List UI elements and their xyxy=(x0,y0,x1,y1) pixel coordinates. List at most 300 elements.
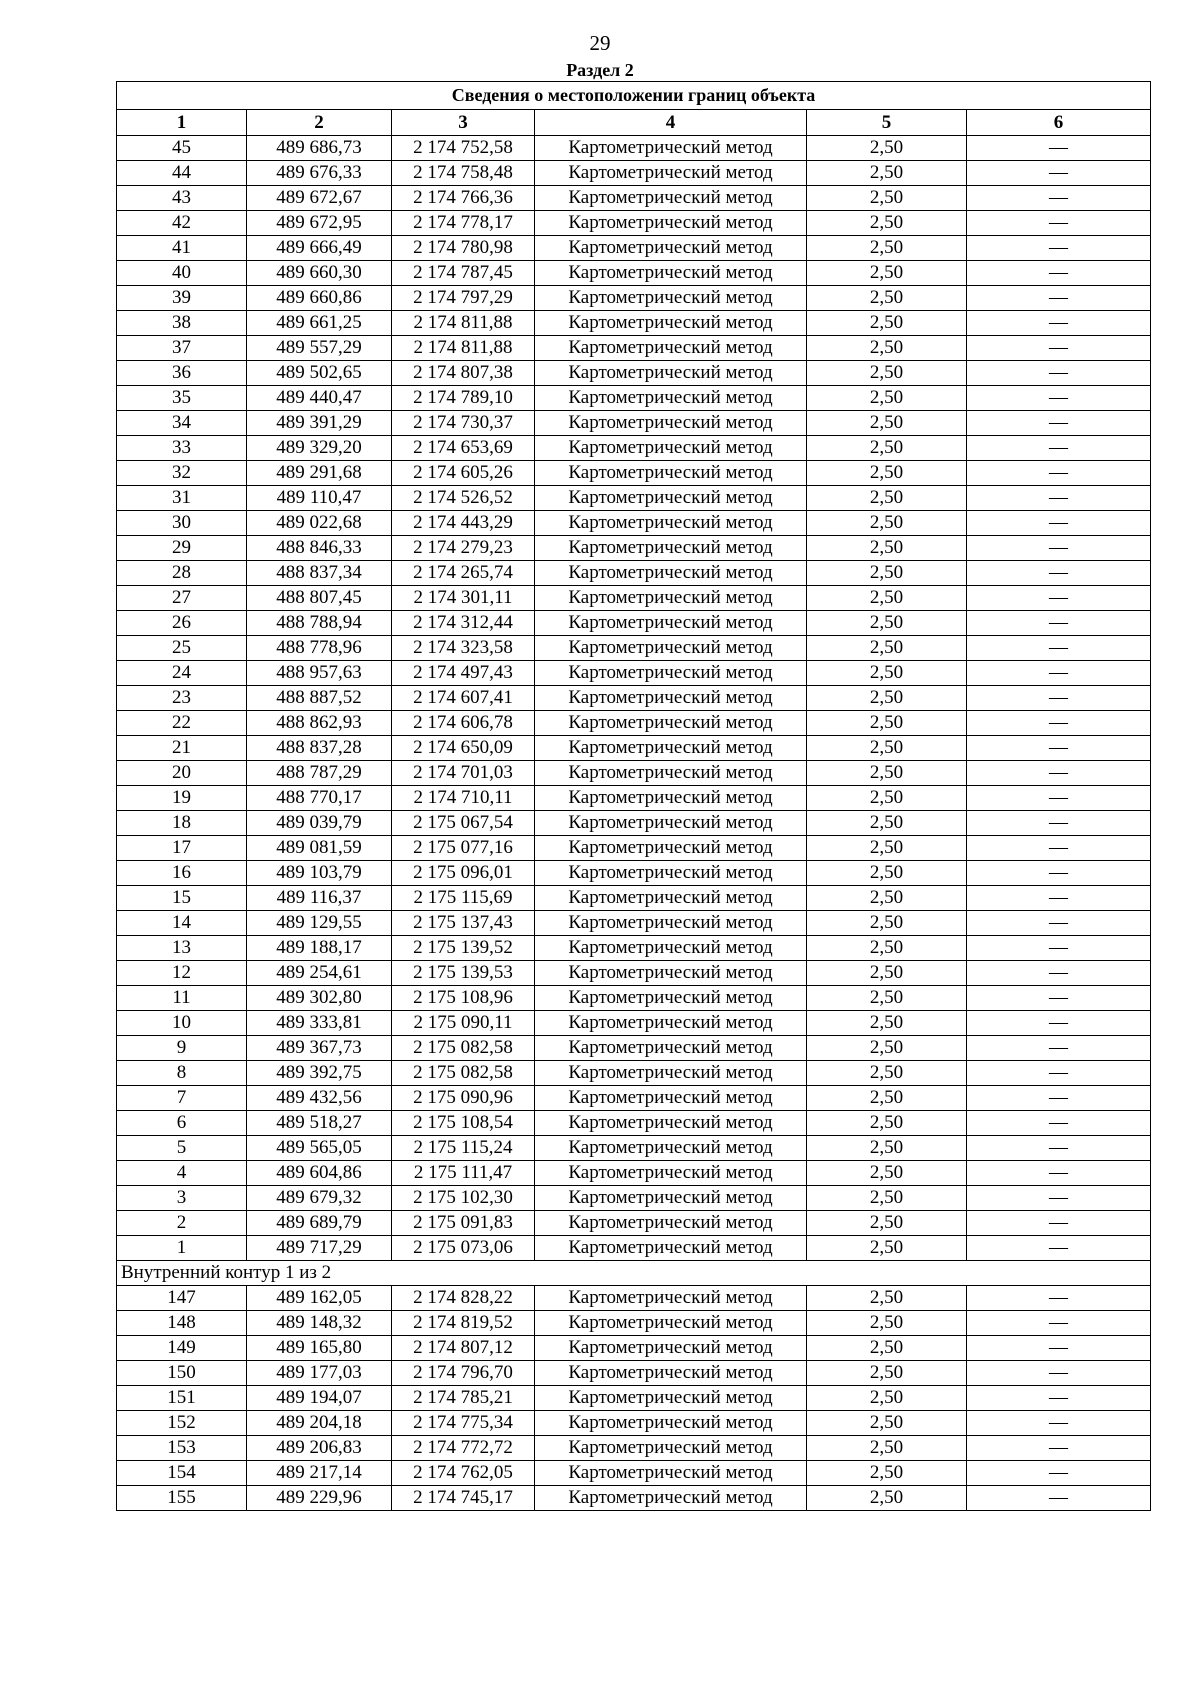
method-cell: Картометрический метод xyxy=(535,761,807,786)
description-cell: — xyxy=(967,386,1151,411)
accuracy-cell: 2,50 xyxy=(807,1086,967,1111)
column-header: 1 xyxy=(117,110,247,136)
accuracy-cell: 2,50 xyxy=(807,961,967,986)
y-coordinate-cell: 2 174 650,09 xyxy=(392,736,535,761)
method-cell: Картометрический метод xyxy=(535,1486,807,1511)
x-coordinate-cell: 488 887,52 xyxy=(247,686,392,711)
description-cell: — xyxy=(967,836,1151,861)
y-coordinate-cell: 2 175 067,54 xyxy=(392,811,535,836)
y-coordinate-cell: 2 174 796,70 xyxy=(392,1361,535,1386)
x-coordinate-cell: 489 432,56 xyxy=(247,1086,392,1111)
method-cell: Картометрический метод xyxy=(535,961,807,986)
table-row xyxy=(117,1336,1151,1361)
y-coordinate-cell: 2 175 115,24 xyxy=(392,1136,535,1161)
y-coordinate-cell: 2 174 785,21 xyxy=(392,1386,535,1411)
table-row xyxy=(117,311,1151,336)
description-cell: — xyxy=(967,786,1151,811)
x-coordinate-cell: 488 862,93 xyxy=(247,711,392,736)
y-coordinate-cell: 2 175 139,52 xyxy=(392,936,535,961)
description-cell: — xyxy=(967,436,1151,461)
x-coordinate-cell: 489 661,25 xyxy=(247,311,392,336)
y-coordinate-cell: 2 174 653,69 xyxy=(392,436,535,461)
point-number-cell: 27 xyxy=(117,586,247,611)
point-number-cell: 18 xyxy=(117,811,247,836)
table-row xyxy=(117,1436,1151,1461)
y-coordinate-cell: 2 175 108,96 xyxy=(392,986,535,1011)
point-number-cell: 155 xyxy=(117,1486,247,1511)
y-coordinate-cell: 2 174 772,72 xyxy=(392,1436,535,1461)
table-row xyxy=(117,411,1151,436)
table-row xyxy=(117,986,1151,1011)
y-coordinate-cell: 2 174 758,48 xyxy=(392,161,535,186)
y-coordinate-cell: 2 174 605,26 xyxy=(392,461,535,486)
point-number-cell: 5 xyxy=(117,1136,247,1161)
accuracy-cell: 2,50 xyxy=(807,236,967,261)
description-cell: — xyxy=(967,936,1151,961)
description-cell: — xyxy=(967,486,1151,511)
accuracy-cell: 2,50 xyxy=(807,861,967,886)
table-row xyxy=(117,811,1151,836)
description-cell: — xyxy=(967,236,1151,261)
y-coordinate-cell: 2 174 323,58 xyxy=(392,636,535,661)
description-cell: — xyxy=(967,1136,1151,1161)
x-coordinate-cell: 489 392,75 xyxy=(247,1061,392,1086)
table-row xyxy=(117,1111,1151,1136)
point-number-cell: 33 xyxy=(117,436,247,461)
y-coordinate-cell: 2 174 265,74 xyxy=(392,561,535,586)
x-coordinate-cell: 489 177,03 xyxy=(247,1361,392,1386)
x-coordinate-cell: 489 367,73 xyxy=(247,1036,392,1061)
y-coordinate-cell: 2 174 775,34 xyxy=(392,1411,535,1436)
description-cell: — xyxy=(967,286,1151,311)
accuracy-cell: 2,50 xyxy=(807,1236,967,1261)
method-cell: Картометрический метод xyxy=(535,1186,807,1211)
x-coordinate-cell: 489 502,65 xyxy=(247,361,392,386)
table-row xyxy=(117,1486,1151,1511)
point-number-cell: 8 xyxy=(117,1061,247,1086)
table-row xyxy=(117,1011,1151,1036)
accuracy-cell: 2,50 xyxy=(807,661,967,686)
method-cell: Картометрический метод xyxy=(535,436,807,461)
description-cell: — xyxy=(967,1336,1151,1361)
x-coordinate-cell: 489 672,95 xyxy=(247,211,392,236)
method-cell: Картометрический метод xyxy=(535,186,807,211)
point-number-cell: 6 xyxy=(117,1111,247,1136)
x-coordinate-cell: 489 165,80 xyxy=(247,1336,392,1361)
x-coordinate-cell: 489 666,49 xyxy=(247,236,392,261)
point-number-cell: 149 xyxy=(117,1336,247,1361)
method-cell: Картометрический метод xyxy=(535,861,807,886)
accuracy-cell: 2,50 xyxy=(807,636,967,661)
table-row xyxy=(117,911,1151,936)
x-coordinate-cell: 489 162,05 xyxy=(247,1286,392,1311)
y-coordinate-cell: 2 174 497,43 xyxy=(392,661,535,686)
point-number-cell: 154 xyxy=(117,1461,247,1486)
x-coordinate-cell: 489 660,30 xyxy=(247,261,392,286)
x-coordinate-cell: 489 103,79 xyxy=(247,861,392,886)
y-coordinate-cell: 2 174 797,29 xyxy=(392,286,535,311)
y-coordinate-cell: 2 174 301,11 xyxy=(392,586,535,611)
table-row xyxy=(117,536,1151,561)
method-cell: Картометрический метод xyxy=(535,1461,807,1486)
accuracy-cell: 2,50 xyxy=(807,1461,967,1486)
point-number-cell: 28 xyxy=(117,561,247,586)
accuracy-cell: 2,50 xyxy=(807,611,967,636)
description-cell: — xyxy=(967,136,1151,161)
table-row xyxy=(117,761,1151,786)
x-coordinate-cell: 489 391,29 xyxy=(247,411,392,436)
method-cell: Картометрический метод xyxy=(535,661,807,686)
table-row xyxy=(117,1286,1151,1311)
table-row xyxy=(117,736,1151,761)
y-coordinate-cell: 2 174 807,12 xyxy=(392,1336,535,1361)
method-cell: Картометрический метод xyxy=(535,1086,807,1111)
accuracy-cell: 2,50 xyxy=(807,986,967,1011)
table-row xyxy=(117,1311,1151,1336)
point-number-cell: 42 xyxy=(117,211,247,236)
accuracy-cell: 2,50 xyxy=(807,561,967,586)
table-row xyxy=(117,1386,1151,1411)
method-cell: Картометрический метод xyxy=(535,686,807,711)
y-coordinate-cell: 2 174 312,44 xyxy=(392,611,535,636)
description-cell: — xyxy=(967,261,1151,286)
inner-contour-section xyxy=(117,1261,1151,1286)
x-coordinate-cell: 489 022,68 xyxy=(247,511,392,536)
column-header: 2 xyxy=(247,110,392,136)
method-cell: Картометрический метод xyxy=(535,1311,807,1336)
point-number-cell: 29 xyxy=(117,536,247,561)
accuracy-cell: 2,50 xyxy=(807,1136,967,1161)
x-coordinate-cell: 489 110,47 xyxy=(247,486,392,511)
description-cell: — xyxy=(967,161,1151,186)
point-number-cell: 152 xyxy=(117,1411,247,1436)
accuracy-cell: 2,50 xyxy=(807,711,967,736)
point-number-cell: 151 xyxy=(117,1386,247,1411)
accuracy-cell: 2,50 xyxy=(807,1061,967,1086)
method-cell: Картометрический метод xyxy=(535,536,807,561)
accuracy-cell: 2,50 xyxy=(807,536,967,561)
method-cell: Картометрический метод xyxy=(535,1236,807,1261)
y-coordinate-cell: 2 175 102,30 xyxy=(392,1186,535,1211)
outer-contour-rows xyxy=(117,136,1151,1261)
point-number-cell: 153 xyxy=(117,1436,247,1461)
method-cell: Картометрический метод xyxy=(535,1286,807,1311)
description-cell: — xyxy=(967,586,1151,611)
accuracy-cell: 2,50 xyxy=(807,411,967,436)
table-row xyxy=(117,261,1151,286)
method-cell: Картометрический метод xyxy=(535,1361,807,1386)
point-number-cell: 16 xyxy=(117,861,247,886)
method-cell: Картометрический метод xyxy=(535,336,807,361)
x-coordinate-cell: 489 039,79 xyxy=(247,811,392,836)
y-coordinate-cell: 2 174 526,52 xyxy=(392,486,535,511)
accuracy-cell: 2,50 xyxy=(807,1486,967,1511)
x-coordinate-cell: 489 660,86 xyxy=(247,286,392,311)
accuracy-cell: 2,50 xyxy=(807,836,967,861)
method-cell: Картометрический метод xyxy=(535,636,807,661)
accuracy-cell: 2,50 xyxy=(807,1211,967,1236)
y-coordinate-cell: 2 174 811,88 xyxy=(392,311,535,336)
x-coordinate-cell: 489 717,29 xyxy=(247,1236,392,1261)
y-coordinate-cell: 2 175 115,69 xyxy=(392,886,535,911)
y-coordinate-cell: 2 174 828,22 xyxy=(392,1286,535,1311)
description-cell: — xyxy=(967,611,1151,636)
table-row xyxy=(117,861,1151,886)
y-coordinate-cell: 2 174 701,03 xyxy=(392,761,535,786)
x-coordinate-cell: 489 204,18 xyxy=(247,1411,392,1436)
table-row xyxy=(117,436,1151,461)
section-title: Раздел 2 xyxy=(566,60,634,80)
point-number-cell: 19 xyxy=(117,786,247,811)
y-coordinate-cell: 2 174 787,45 xyxy=(392,261,535,286)
description-cell: — xyxy=(967,1461,1151,1486)
point-number-cell: 13 xyxy=(117,936,247,961)
method-cell: Картометрический метод xyxy=(535,586,807,611)
point-number-cell: 38 xyxy=(117,311,247,336)
table-row xyxy=(117,361,1151,386)
inner-contour-rows xyxy=(117,1286,1151,1511)
x-coordinate-cell: 489 129,55 xyxy=(247,911,392,936)
point-number-cell: 25 xyxy=(117,636,247,661)
point-number-cell: 148 xyxy=(117,1311,247,1336)
method-cell: Картометрический метод xyxy=(535,886,807,911)
y-coordinate-cell: 2 174 752,58 xyxy=(392,136,535,161)
y-coordinate-cell: 2 174 762,05 xyxy=(392,1461,535,1486)
description-cell: — xyxy=(967,1061,1151,1086)
method-cell: Картометрический метод xyxy=(535,1036,807,1061)
y-coordinate-cell: 2 174 780,98 xyxy=(392,236,535,261)
point-number-cell: 40 xyxy=(117,261,247,286)
y-coordinate-cell: 2 175 082,58 xyxy=(392,1061,535,1086)
point-number-cell: 4 xyxy=(117,1161,247,1186)
point-number-cell: 41 xyxy=(117,236,247,261)
table-row xyxy=(117,836,1151,861)
description-cell: — xyxy=(967,1411,1151,1436)
accuracy-cell: 2,50 xyxy=(807,1436,967,1461)
x-coordinate-cell: 489 440,47 xyxy=(247,386,392,411)
point-number-cell: 36 xyxy=(117,361,247,386)
point-number-cell: 23 xyxy=(117,686,247,711)
method-cell: Картометрический метод xyxy=(535,1436,807,1461)
method-cell: Картометрический метод xyxy=(535,286,807,311)
accuracy-cell: 2,50 xyxy=(807,1361,967,1386)
point-number-cell: 45 xyxy=(117,136,247,161)
x-coordinate-cell: 489 188,17 xyxy=(247,936,392,961)
table-row xyxy=(117,1411,1151,1436)
table-row xyxy=(117,136,1151,161)
method-cell: Картометрический метод xyxy=(535,261,807,286)
y-coordinate-cell: 2 175 096,01 xyxy=(392,861,535,886)
accuracy-cell: 2,50 xyxy=(807,511,967,536)
description-cell: — xyxy=(967,511,1151,536)
method-cell: Картометрический метод xyxy=(535,511,807,536)
point-number-cell: 22 xyxy=(117,711,247,736)
point-number-cell: 1 xyxy=(117,1236,247,1261)
accuracy-cell: 2,50 xyxy=(807,361,967,386)
accuracy-cell: 2,50 xyxy=(807,1286,967,1311)
method-cell: Картометрический метод xyxy=(535,1061,807,1086)
method-cell: Картометрический метод xyxy=(535,386,807,411)
accuracy-cell: 2,50 xyxy=(807,436,967,461)
description-cell: — xyxy=(967,961,1151,986)
y-coordinate-cell: 2 175 090,96 xyxy=(392,1086,535,1111)
table-row xyxy=(117,611,1151,636)
description-cell: — xyxy=(967,1086,1151,1111)
table-row xyxy=(117,661,1151,686)
accuracy-cell: 2,50 xyxy=(807,786,967,811)
point-number-cell: 37 xyxy=(117,336,247,361)
method-cell: Картометрический метод xyxy=(535,1161,807,1186)
accuracy-cell: 2,50 xyxy=(807,336,967,361)
method-cell: Картометрический метод xyxy=(535,736,807,761)
table-row xyxy=(117,161,1151,186)
description-cell: — xyxy=(967,1161,1151,1186)
method-cell: Картометрический метод xyxy=(535,611,807,636)
description-cell: — xyxy=(967,686,1151,711)
description-cell: — xyxy=(967,986,1151,1011)
point-number-cell: 39 xyxy=(117,286,247,311)
y-coordinate-cell: 2 175 090,11 xyxy=(392,1011,535,1036)
x-coordinate-cell: 488 846,33 xyxy=(247,536,392,561)
table-row xyxy=(117,1136,1151,1161)
table-row xyxy=(117,236,1151,261)
x-coordinate-cell: 489 116,37 xyxy=(247,886,392,911)
description-cell: — xyxy=(967,636,1151,661)
table-row xyxy=(117,336,1151,361)
table-row xyxy=(117,936,1151,961)
table-title: Сведения о местоположении границ объекта xyxy=(117,82,1151,110)
description-cell: — xyxy=(967,561,1151,586)
x-coordinate-cell: 489 291,68 xyxy=(247,461,392,486)
description-cell: — xyxy=(967,1361,1151,1386)
method-cell: Картометрический метод xyxy=(535,1386,807,1411)
accuracy-cell: 2,50 xyxy=(807,686,967,711)
table-row xyxy=(117,561,1151,586)
point-number-cell: 147 xyxy=(117,1286,247,1311)
method-cell: Картометрический метод xyxy=(535,1111,807,1136)
table-row xyxy=(117,1211,1151,1236)
table-row xyxy=(117,686,1151,711)
table-row xyxy=(117,1036,1151,1061)
x-coordinate-cell: 488 957,63 xyxy=(247,661,392,686)
description-cell: — xyxy=(967,1036,1151,1061)
y-coordinate-cell: 2 174 607,41 xyxy=(392,686,535,711)
point-number-cell: 20 xyxy=(117,761,247,786)
description-cell: — xyxy=(967,811,1151,836)
column-header: 5 xyxy=(807,110,967,136)
x-coordinate-cell: 489 194,07 xyxy=(247,1386,392,1411)
y-coordinate-cell: 2 174 778,17 xyxy=(392,211,535,236)
x-coordinate-cell: 489 686,73 xyxy=(247,136,392,161)
point-number-cell: 32 xyxy=(117,461,247,486)
method-cell: Картометрический метод xyxy=(535,411,807,436)
method-cell: Картометрический метод xyxy=(535,461,807,486)
accuracy-cell: 2,50 xyxy=(807,1186,967,1211)
y-coordinate-cell: 2 175 082,58 xyxy=(392,1036,535,1061)
description-cell: — xyxy=(967,211,1151,236)
description-cell: — xyxy=(967,1186,1151,1211)
description-cell: — xyxy=(967,1436,1151,1461)
table-row xyxy=(117,386,1151,411)
y-coordinate-cell: 2 174 819,52 xyxy=(392,1311,535,1336)
description-cell: — xyxy=(967,186,1151,211)
x-coordinate-cell: 489 217,14 xyxy=(247,1461,392,1486)
y-coordinate-cell: 2 174 766,36 xyxy=(392,186,535,211)
table-row xyxy=(117,1461,1151,1486)
column-header: 6 xyxy=(967,110,1151,136)
y-coordinate-cell: 2 174 730,37 xyxy=(392,411,535,436)
x-coordinate-cell: 489 329,20 xyxy=(247,436,392,461)
description-cell: — xyxy=(967,886,1151,911)
point-number-cell: 24 xyxy=(117,661,247,686)
description-cell: — xyxy=(967,536,1151,561)
description-cell: — xyxy=(967,361,1151,386)
y-coordinate-cell: 2 175 111,47 xyxy=(392,1161,535,1186)
point-number-cell: 44 xyxy=(117,161,247,186)
table-row xyxy=(117,461,1151,486)
method-cell: Картометрический метод xyxy=(535,486,807,511)
table-row xyxy=(117,1361,1151,1386)
y-coordinate-cell: 2 175 108,54 xyxy=(392,1111,535,1136)
table-row xyxy=(117,786,1151,811)
point-number-cell: 14 xyxy=(117,911,247,936)
point-number-cell: 3 xyxy=(117,1186,247,1211)
table-row xyxy=(117,886,1151,911)
x-coordinate-cell: 489 604,86 xyxy=(247,1161,392,1186)
table-row xyxy=(117,711,1151,736)
table-title-row xyxy=(117,82,1151,110)
x-coordinate-cell: 489 518,27 xyxy=(247,1111,392,1136)
description-cell: — xyxy=(967,1011,1151,1036)
method-cell: Картометрический метод xyxy=(535,786,807,811)
table-header-row xyxy=(117,110,1151,136)
x-coordinate-cell: 488 807,45 xyxy=(247,586,392,611)
x-coordinate-cell: 489 206,83 xyxy=(247,1436,392,1461)
point-number-cell: 2 xyxy=(117,1211,247,1236)
method-cell: Картометрический метод xyxy=(535,1011,807,1036)
description-cell: — xyxy=(967,1211,1151,1236)
table-row xyxy=(117,1236,1151,1261)
column-header: 4 xyxy=(535,110,807,136)
y-coordinate-cell: 2 174 279,23 xyxy=(392,536,535,561)
y-coordinate-cell: 2 174 807,38 xyxy=(392,361,535,386)
accuracy-cell: 2,50 xyxy=(807,1311,967,1336)
method-cell: Картометрический метод xyxy=(535,211,807,236)
y-coordinate-cell: 2 174 443,29 xyxy=(392,511,535,536)
accuracy-cell: 2,50 xyxy=(807,586,967,611)
method-cell: Картометрический метод xyxy=(535,561,807,586)
method-cell: Картометрический метод xyxy=(535,1336,807,1361)
point-number-cell: 11 xyxy=(117,986,247,1011)
table-row xyxy=(117,1161,1151,1186)
accuracy-cell: 2,50 xyxy=(807,211,967,236)
boundary-coordinates-table xyxy=(116,81,1151,1511)
point-number-cell: 10 xyxy=(117,1011,247,1036)
x-coordinate-cell: 489 302,80 xyxy=(247,986,392,1011)
accuracy-cell: 2,50 xyxy=(807,911,967,936)
method-cell: Картометрический метод xyxy=(535,1211,807,1236)
point-number-cell: 7 xyxy=(117,1086,247,1111)
point-number-cell: 30 xyxy=(117,511,247,536)
method-cell: Картометрический метод xyxy=(535,361,807,386)
accuracy-cell: 2,50 xyxy=(807,261,967,286)
description-cell: — xyxy=(967,411,1151,436)
table-row xyxy=(117,586,1151,611)
accuracy-cell: 2,50 xyxy=(807,936,967,961)
point-number-cell: 35 xyxy=(117,386,247,411)
accuracy-cell: 2,50 xyxy=(807,886,967,911)
description-cell: — xyxy=(967,1311,1151,1336)
